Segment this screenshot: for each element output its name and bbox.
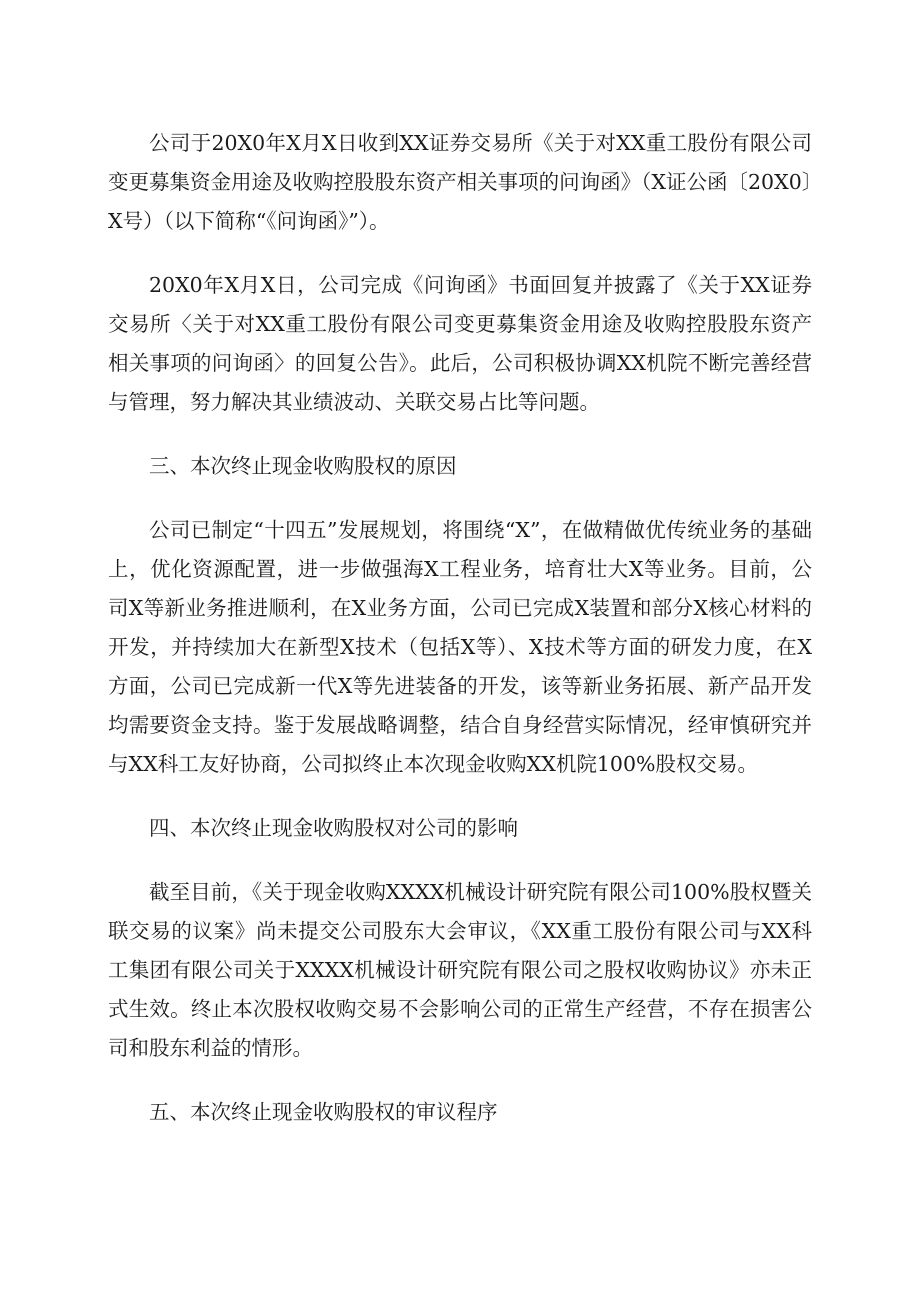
paragraph-reasons: 公司已制定“十四五”发展规划，将围绕“X”，在做精做优传统业务的基础上，优化资源配置，进一步做强海X工程业务，培育壮大X等业务。目前，公司X等新业务推进顺利，在X业务方面，公司已完成X装置和部分X核心材料的开发，并持续加大在新型X技术（包括X等）、X技术等方面的研发力度，在X方面，公司已完成新一代X等先进装备的开发，该等新业务拓展、新产品开发均需要资金支持。鉴于发展战略调整，结合自身经营实际情况，经审慎研究并与XX科工友好协商，公司拟终止本次现金收购XX机院100%股权交易。 — [108, 518, 812, 776]
section-heading-4-impact: 四、本次终止现金收购股权对公司的影响 — [149, 816, 518, 840]
section-heading-3-reasons: 三、本次终止现金收购股权的原因 — [149, 454, 457, 478]
section-heading-5-review-procedure: 五、本次终止现金收购股权的审议程序 — [149, 1100, 498, 1124]
document-page — [108, 124, 812, 1157]
paragraph-inquiry-letter-received: 公司于20X0年X月X日收到XX证券交易所《关于对XX重工股份有限公司变更募集资金用途及收购控股股东资产相关事项的问询函》（X证公函〔20X0〕X号）（以下简称“《问询函》”）。 — [108, 131, 812, 233]
paragraph-impact: 截至目前，《关于现金收购XXXX机械设计研究院有限公司100%股权暨关联交易的议案》尚未提交公司股东大会审议，《XX重工股份有限公司与XX科工集团有限公司关于XXXX机械设计研究院有限公司之股权收购协议》亦未正式生效。终止本次股权收购交易不会影响公司的正常生产经营，不存在损害公司和股东利益的情形。 — [108, 880, 812, 1060]
paragraph-reply-disclosed: 20X0年X月X日，公司完成《问询函》书面回复并披露了《关于XX证券交易所〈关于对XX重工股份有限公司变更募集资金用途及收购控股股东资产相关事项的问询函〉的回复公告》。此后，公司积极协调XX机院不断完善经营与管理，努力解决其业绩波动、关联交易占比等问题。 — [108, 273, 812, 414]
